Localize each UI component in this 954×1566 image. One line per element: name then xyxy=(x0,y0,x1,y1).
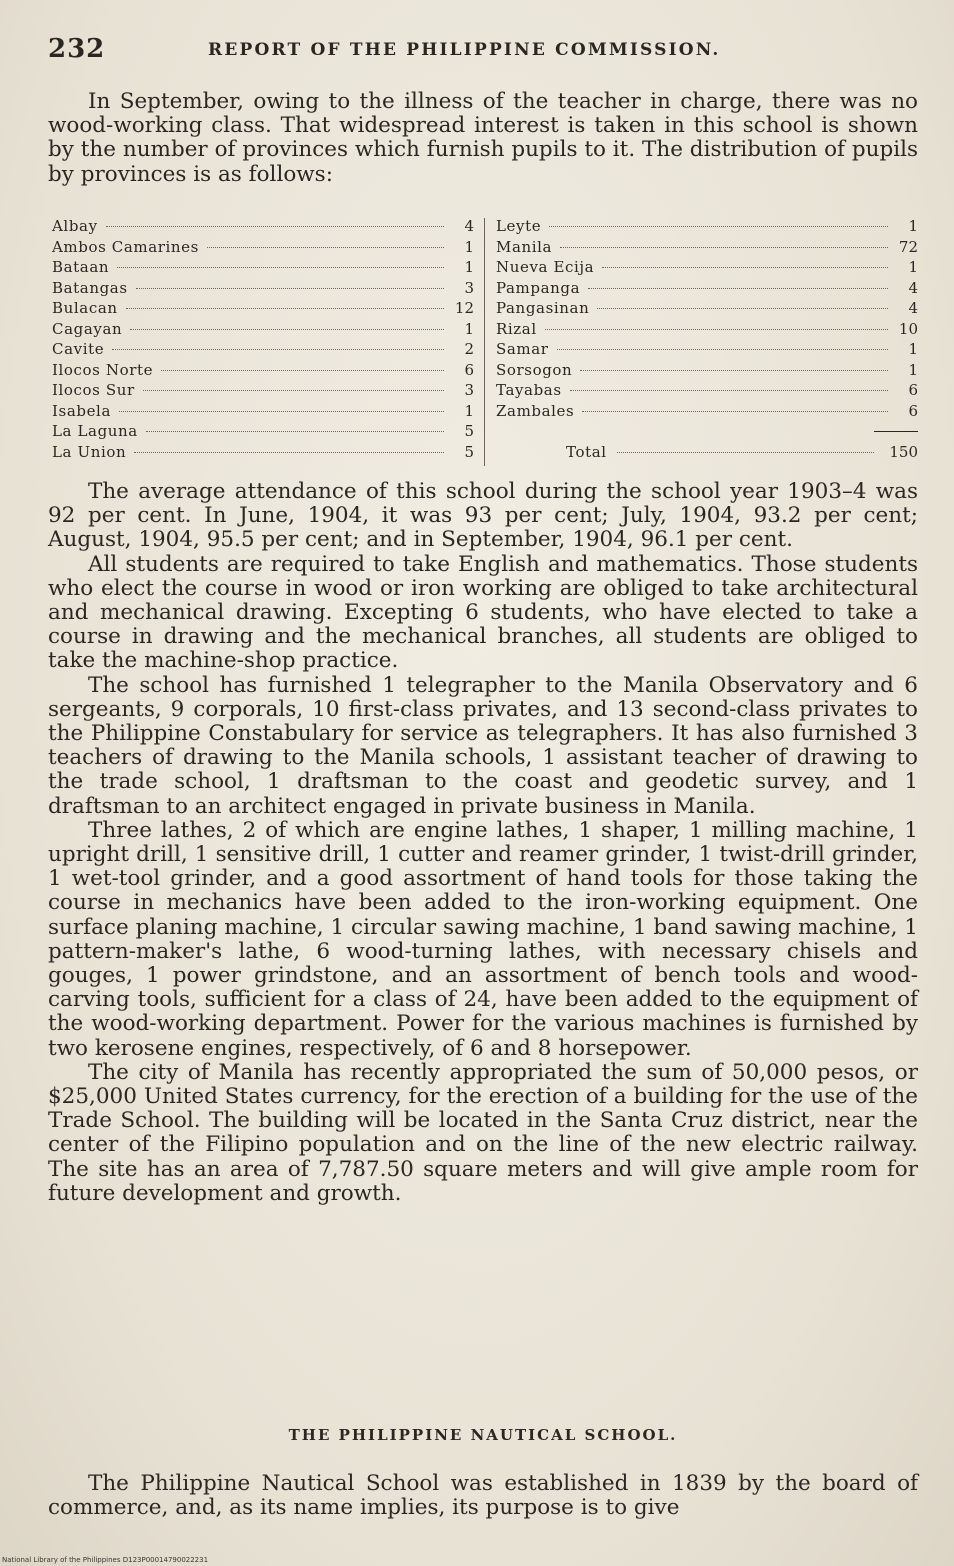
leader-dots xyxy=(126,308,444,309)
table-column-left xyxy=(52,216,474,462)
pupil-count: 12 xyxy=(454,299,474,317)
leader-dots xyxy=(130,329,444,330)
running-head: REPORT OF THE PHILIPPINE COMMISSION. xyxy=(208,40,721,60)
table-row xyxy=(52,339,474,360)
pupil-count: 1 xyxy=(908,217,918,235)
table-row xyxy=(496,216,918,237)
leader-dots xyxy=(117,267,444,268)
leader-dots xyxy=(570,390,888,391)
province-name: Ilocos Sur xyxy=(52,381,135,399)
table-row xyxy=(496,380,918,401)
pupil-count: 2 xyxy=(464,340,474,358)
table-row xyxy=(496,360,918,381)
pupil-count: 1 xyxy=(908,340,918,358)
leader-dots xyxy=(207,247,444,248)
total-label: Total xyxy=(566,442,607,461)
table-row xyxy=(52,298,474,319)
table-row xyxy=(496,298,918,319)
province-name: Ilocos Norte xyxy=(52,360,154,379)
province-distribution-table xyxy=(52,216,918,472)
main-text xyxy=(48,480,918,1206)
nautical-school-text xyxy=(48,1472,918,1520)
paragraph-building: The city of Manila has recently appropriated the sum of 50,000 pesos, or $25,000 United States currency, for the erection of a building for the use of the Trade School. The building will be located in the Santa Cruz district, near the center of the Filipino population and on the line of the new electric railway. The site has an area of 7,787.50 square meters and will give ample room for future development and growth. xyxy=(48,1059,918,1206)
table-row xyxy=(52,216,474,237)
leader-dots xyxy=(143,390,444,391)
leader-dots xyxy=(597,308,888,309)
province-name: La Laguna xyxy=(52,422,138,440)
table-column-right xyxy=(496,216,918,462)
total-rule-row xyxy=(496,421,918,442)
table-row xyxy=(52,401,474,422)
leader-dots xyxy=(549,226,888,227)
province-name: Rizal xyxy=(496,319,537,338)
province-name: Albay xyxy=(52,217,98,235)
pupil-count: 1 xyxy=(464,401,474,420)
leader-dots xyxy=(146,431,444,432)
leader-dots xyxy=(580,370,888,371)
table-row xyxy=(496,257,918,278)
pupil-count: 4 xyxy=(908,278,918,297)
paragraph-attendance: The average attendance of this school during the school year 1903–4 was 92 per cent. In June, 1904, it was 93 per cent; July, 1904, 93.2 per cent; August, 1904, 95.5 per cent; and in September, 1904, 96.1 per cent. xyxy=(48,479,918,553)
intro-text xyxy=(48,90,918,187)
pupil-count: 5 xyxy=(464,422,474,440)
table-row xyxy=(52,442,474,463)
province-name: Manila xyxy=(496,237,553,256)
pupil-count: 1 xyxy=(464,258,474,276)
pupil-count: 1 xyxy=(908,360,918,379)
pupil-count: 3 xyxy=(464,278,474,297)
province-name: La Union xyxy=(52,442,127,461)
table-row xyxy=(496,278,918,299)
leader-dots xyxy=(582,411,888,412)
pupil-count: 3 xyxy=(464,381,474,399)
pupil-count: 4 xyxy=(908,299,918,317)
province-name: Zambales xyxy=(496,401,575,420)
pupil-count: 1 xyxy=(464,237,474,256)
leader-dots xyxy=(545,329,888,330)
section-heading: THE PHILIPPINE NAUTICAL SCHOOL. xyxy=(288,1426,678,1444)
province-name: Nueva Ecija xyxy=(496,258,595,276)
table-row xyxy=(52,360,474,381)
pupil-count: 1 xyxy=(464,319,474,338)
paragraph-nautical: The Philippine Nautical School was established in 1839 by the board of commerce, and, as its name implies, its purpose is to give xyxy=(48,1471,918,1521)
table-row xyxy=(496,237,918,258)
pupil-count: 1 xyxy=(908,258,918,276)
total-value: 150 xyxy=(889,442,918,461)
province-name: Bataan xyxy=(52,258,110,276)
table-row xyxy=(496,339,918,360)
pupil-count: 5 xyxy=(464,442,474,461)
province-name: Isabela xyxy=(52,401,111,420)
leader-dots xyxy=(106,226,444,227)
scan-footer: National Library of the Philippines D123P00014790022231 xyxy=(2,1556,209,1564)
province-name: Cavite xyxy=(52,340,105,358)
pupil-count: 6 xyxy=(908,401,918,420)
total-rule xyxy=(874,431,918,432)
leader-dots xyxy=(617,452,874,453)
province-name: Bulacan xyxy=(52,299,118,317)
province-name: Pangasinan xyxy=(496,299,590,317)
leader-dots xyxy=(119,411,444,412)
province-name: Samar xyxy=(496,340,549,358)
leader-dots xyxy=(112,349,444,350)
table-row xyxy=(496,401,918,422)
paragraph-intro: In September, owing to the illness of the teacher in charge, there was no wood-working class. That widespread interest is taken in this school is shown by the number of provinces which furnish pupils to it. The distribution of pupils by provinces is as follows: xyxy=(48,89,918,187)
pupil-count: 72 xyxy=(898,237,918,256)
paragraph-courses: All students are required to take English and mathematics. Those students who elect the course in wood or iron working are obliged to take architectural and mechanical drawing. Excepting 6 students, who have elected to take a course in drawing and the mechanical branches, all students are obliged to take the machine-shop practice. xyxy=(48,551,918,674)
table-row xyxy=(52,237,474,258)
page-header xyxy=(48,30,918,70)
table-row xyxy=(52,319,474,340)
pupil-count: 6 xyxy=(464,360,474,379)
pupil-count: 4 xyxy=(464,217,474,235)
pupil-count: 6 xyxy=(908,381,918,399)
paragraph-graduates: The school has furnished 1 telegrapher to the Manila Observatory and 6 sergeants, 9 corporals, 10 first-class privates, and 13 second-class privates to the Philippine Constabulary for service as telegraphers. It has also furnished 3 teachers of drawing to the Manila schools, 1 assistant teacher of drawing to the trade school, 1 draftsman to the coast and geodetic survey, and 1 draftsman to an architect engaged in private business in Manila. xyxy=(48,672,918,819)
leader-dots xyxy=(602,267,888,268)
province-name: Ambos Camarines xyxy=(52,237,199,256)
table-row xyxy=(52,257,474,278)
page-number: 232 xyxy=(48,34,106,64)
table-row xyxy=(52,278,474,299)
leader-dots xyxy=(161,370,444,371)
table-row xyxy=(52,421,474,442)
pupil-count: 10 xyxy=(898,319,918,338)
leader-dots xyxy=(136,288,444,289)
leader-dots xyxy=(557,349,888,350)
table-row xyxy=(52,380,474,401)
table-total-row xyxy=(496,442,918,463)
province-name: Pampanga xyxy=(496,278,581,297)
province-name: Leyte xyxy=(496,217,542,235)
paragraph-equipment: Three lathes, 2 of which are engine lathes, 1 shaper, 1 milling machine, 1 upright drill, 1 sensitive drill, 1 cutter and reamer grinder, 1 twist-drill grinder, 1 wet-tool grinder, and a good assortment of hand tools for those taking the course in mechanics have been added to the iron-working equipment. One surface planing machine, 1 circular sawing machine, 1 band sawing machine, 1 pattern-maker's lathe, 6 wood-turning lathes, with necessary chisels and gouges, 1 power grindstone, and an assortment of bench tools and wood-carving tools, sufficient for a class of 24, have been added to the equipment of the wood-working department. Power for the various machines is furnished by two kerosene engines, respectively, of 6 and 8 horsepower. xyxy=(48,817,918,1061)
table-row xyxy=(496,319,918,340)
province-name: Cagayan xyxy=(52,319,123,338)
province-name: Tayabas xyxy=(496,381,562,399)
province-name: Sorsogon xyxy=(496,360,573,379)
table-divider xyxy=(484,218,485,466)
leader-dots xyxy=(588,288,888,289)
province-name: Batangas xyxy=(52,278,128,297)
leader-dots xyxy=(134,452,444,453)
leader-dots xyxy=(560,247,888,248)
